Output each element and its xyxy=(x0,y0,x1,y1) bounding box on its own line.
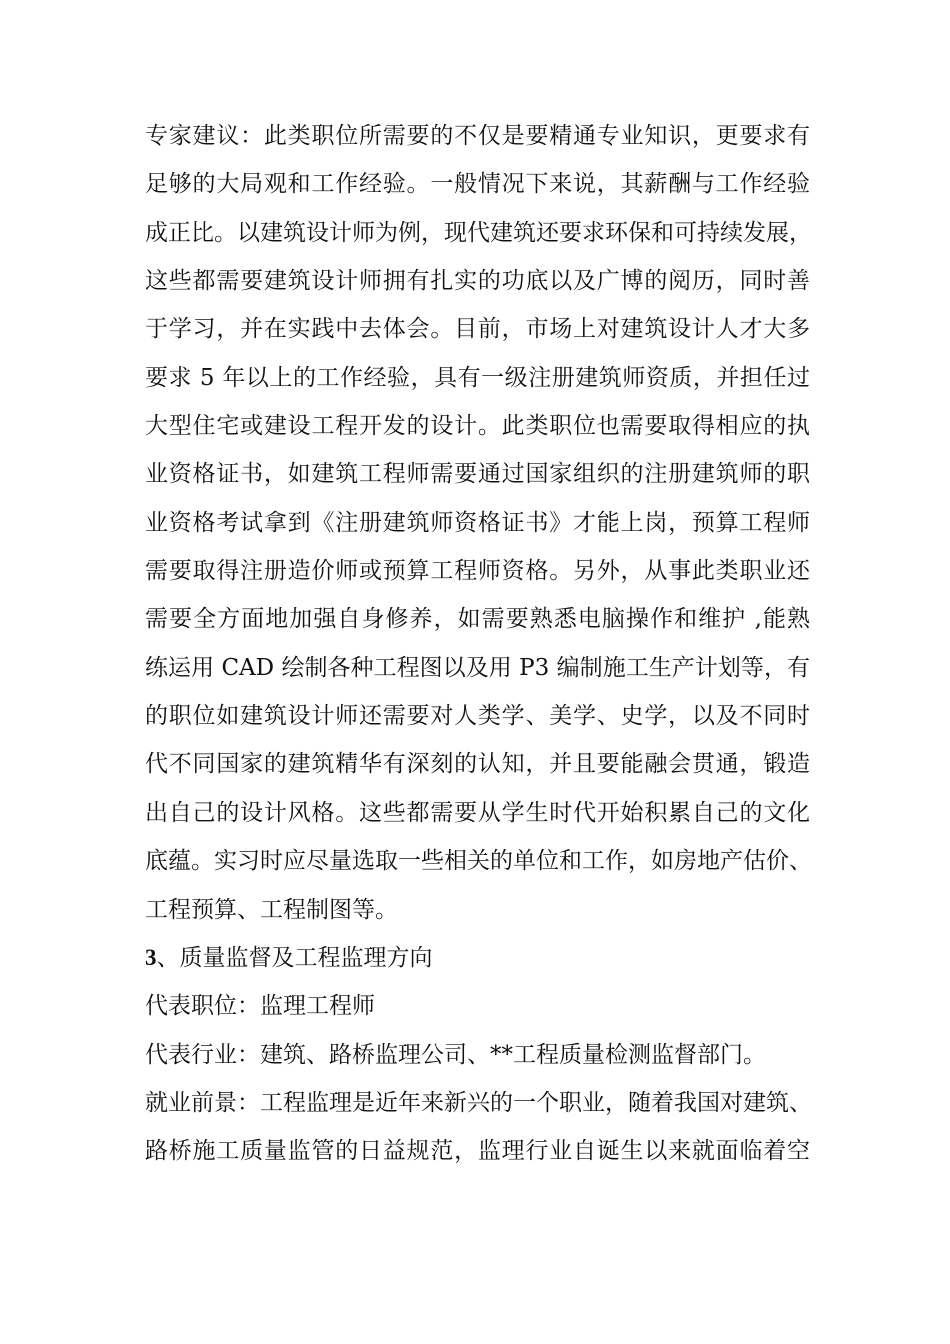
paragraph-line: 要求 5 年以上的工作经验，具有一级注册建筑师资质，并担任过 xyxy=(145,364,810,391)
prospect-line: 就业前景：工程监理是近年来新兴的一个职业，随着我国对建筑、 xyxy=(145,1089,812,1116)
paragraph-line: 业资格证书，如建筑工程师需要通过国家组织的注册建筑师的职 xyxy=(145,461,810,488)
paragraph-line: 的职位如建筑设计师还需要对人类学、美学、史学，以及不同时 xyxy=(145,703,810,730)
representative-position: 代表职位：监理工程师 xyxy=(145,993,375,1020)
paragraph-line: 足够的大局观和工作经验。一般情况下来说，其薪酬与工作经验 xyxy=(145,171,810,198)
section-number: 3 xyxy=(145,944,157,970)
section-heading xyxy=(145,934,810,982)
paragraph-line: 代不同国家的建筑精华有深刻的认知，并且要能融会贯通，锻造 xyxy=(145,751,810,778)
paragraph-line: 练运用 CAD 绘制各种工程图以及用 P3 编制施工生产计划等，有 xyxy=(145,654,810,681)
paragraph-line: 底蕴。实习时应尽量选取一些相关的单位和工作，如房地产估价、 xyxy=(145,848,812,875)
document-body xyxy=(145,112,810,1176)
paragraph-line: 这些都需要建筑设计师拥有扎实的功底以及广博的阅历，同时善 xyxy=(145,268,810,295)
paragraph-line: 出自己的设计风格。这些都需要从学生时代开始积累自己的文化 xyxy=(145,799,810,826)
section-title: 、质量监督及工程监理方向 xyxy=(156,944,433,971)
paragraph-line: 于学习，并在实践中去体会。目前，市场上对建筑设计人才大多 xyxy=(145,316,810,343)
paragraph-line: 专家建议：此类职位所需要的不仅是要精通专业知识，更要求有 xyxy=(145,123,810,149)
prospect-line: 路桥施工质量监管的日益规范，监理行业自诞生以来就面临着空 xyxy=(145,1138,810,1165)
paragraph-line: 需要全方面地加强自身修养，如需要熟悉电脑操作和维护 ,能熟 xyxy=(145,606,810,633)
paragraph-line: 大型住宅或建设工程开发的设计。此类职位也需要取得相应的执 xyxy=(145,413,810,440)
paragraph-line: 工程预算、工程制图等。 xyxy=(145,896,398,923)
paragraph-line: 成正比。以建筑设计师为例，现代建筑还要求环保和可持续发展， xyxy=(145,219,812,246)
paragraph-line: 业资格考试拿到《注册建筑师资格证书》才能上岗，预算工程师 xyxy=(145,509,810,536)
representative-industry: 代表行业：建筑、路桥监理公司、**工程质量检测监督部门。 xyxy=(145,1041,766,1068)
paragraph-line: 需要取得注册造价师或预算工程师资格。另外，从事此类职业还 xyxy=(145,558,810,585)
